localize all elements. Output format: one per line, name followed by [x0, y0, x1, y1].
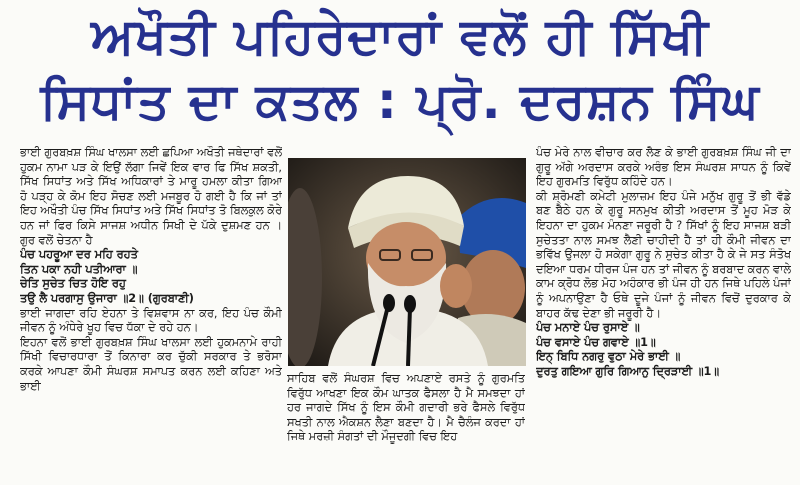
verse-line: ਦੁਰਤੁ ਗਇਆ ਗੁਰਿ ਗਿਆਨੁ ਦ੍ਰਿੜਾਈ ॥1॥	[536, 364, 720, 378]
paragraph: ਇਹਨਾ ਵਲੋਂ ਭਾਈ ਗੁਰਬਖ਼ਸ਼ ਸਿੰਘ ਖਾਲਸਾ ਲਈ ਹੁਕਮਨਾਮੇ ਰਾਹੀ ਸਿੱਖੀ ਵਿਚਾਰਧਾਰਾ ਤੋਂ ਕਿਨਾਰਾ ਕਰ ਚੁੱਕੀ ਸਰਕਾਰ ਤੇ ਭਰੋਸਾ ਕਰਕੇ ਆਪਣਾ ਕੌਮੀ ਸੰਘਰਸ਼ ਸਮਾਪਤ ਕਰਨ ਲਈ ਕਹਿਣਾ ਅਤੇ ਭਾਈ	[20, 335, 282, 393]
article-column-2	[287, 372, 525, 482]
speaker-photo	[288, 158, 526, 366]
verse-line: ਤਉ ਲੈ ਪਰਗਾਸੁ ਉਜਾਰਾ ॥2॥ (ਗੁਰਬਾਣੀ)	[20, 291, 194, 305]
article-column-3	[536, 146, 791, 481]
paragraph: ਭਾਈ ਗੁਰਬਖ਼ਸ਼ ਸਿੰਘ ਖਾਲਸਾ ਲਈ ਛਪਿਆ ਅਖੌਤੀ ਜਥੇਦਾਰਾਂ ਵਲੋਂ ਹੁਕਮ ਨਾਮਾ ਪੜ ਕੇ ਇਉਂ ਲੱਗਾ ਜਿਵੇਂ ਇਕ ਵਾਰ ਫਿ ਸਿੱਖ ਸ਼ਕਤੀ, ਸਿੱਖ ਸਿਧਾਂਤ ਅਤੇ ਸਿੱਖ ਅਧਿਕਾਰਾਂ ਤੇ ਮਾਰੂ ਹਮਲਾ ਕੀਤਾ ਗਿਆ ਹੋ ਪੜ੍ਹ ਕੇ ਕੋਮ ਇਹ ਸੋਚਣ ਲਈ ਮਜਬੂਰ ਹੋ ਗਈ ਹੈ ਕਿ ਜਾਂ ਤਾਂ ਇਹ ਅਖੌਤੀ ਪੰਚ ਸਿੱਖ ਸਿਧਾਂਤ ਅਤੇ ਸਿੱਖ ਸਿਧਾਂਤ ਤੋ ਬਿਲਕੁਲ ਕੋਰੇ ਹਨ ਜਾਂ ਫਿਰ ਕਿਸੇ ਸਾਜਸ਼ ਅਧੀਨ ਸਿਖੀ ਦੇ ਪੱਕੇ ਦੁਸ਼ਮਣ ਹਨ । ਗੁਰ ਵਲੋਂ ਚੇਤਨਾ ਹੈ	[20, 146, 282, 247]
article-column-1	[20, 146, 282, 481]
headline-line-2: ਸਿਧਾਂਤ ਦਾ ਕਤਲ : ਪ੍ਰੋ. ਦਰਸ਼ਨ ਸਿੰਘ	[40, 72, 760, 130]
verse-line: ਚੇਤਿ ਸੁਚੇਤ ਚਿਤ ਹੋਇ ਰਹੁ	[20, 277, 126, 291]
verse-line: ਇਨ੍ ਬਿਧਿ ਨਗਰੁ ਵੁਠਾ ਮੇਰੇ ਭਾਈ ॥	[536, 350, 681, 364]
headline-line-1: ਅਖੌਤੀ ਪਹਿਰੇਦਾਰਾਂ ਵਲੋਂ ਹੀ ਸਿੱਖੀ	[91, 7, 709, 65]
paragraph: ਭਾਈ ਜਾਗਦਾ ਰਹਿ ਏਹਨਾ ਤੇ ਵਿਸ਼ਵਾਸ ਨਾ ਕਰ, ਇਹ ਪੰਚ ਕੌਮੀ ਜੀਵਨ ਨੂੰ ਅੰਧੇਰੇ ਖੂਹ ਵਿਚ ਧੱਕਾ ਦੇ ਰਹੇ ਹਨ।	[20, 306, 282, 335]
paragraph: ਪੰਚ ਮੇਰੇ ਨਾਲ ਵੀਚਾਰ ਕਰ ਲੈਣ ਕੇ ਭਾਈ ਗੁਰਬਖ਼ਸ਼ ਸਿੰਘ ਜੀ ਦਾ ਗੁਰੂ ਅੱਗੇ ਅਰਦਾਸ ਕਰਕੇ ਅਰੰਭ ਇਸ ਸੰਘਰਸ਼ ਸਾਧਨ ਨੂੰ ਕਿਵੇਂ ਇਹ ਗੁਰਮਤਿ ਵਿਰੁੱਧ ਕਹਿੰਦੇ ਹਨ।	[536, 146, 791, 189]
portrait-of-speaker-icon	[288, 158, 526, 366]
verse-line: ਤਿਨ ਪਕਾ ਨਹੀ ਪਤੀਆਰਾ ॥	[20, 262, 138, 276]
verse-line: ਪੰਚ ਵਸਾਏ ਪੰਚ ਗਵਾਏ ॥1॥	[536, 335, 656, 349]
verse-line: ਪੰਚ ਮਨਾਏ ਪੰਚ ਰੁਸਾਏ ॥	[536, 321, 640, 335]
paragraph: ਸਾਹਿਬ ਵਲੋਂ ਸੰਘਰਸ਼ ਵਿਚ ਅਪਣਾਏ ਰਸਤੇ ਨੂੰ ਗੁਰਮਤਿ ਵਿਰੁੱਧ ਆਖਣਾ ਇਕ ਕੌਮ ਘਾਤਕ ਫੈਸਲਾ ਹੈ ਮੈ ਸਮਝਦਾ ਹਾਂ ਹਰ ਜਾਗਦੇ ਸਿੱਖ ਨੂੰ ਇਸ ਕੌਮੀ ਗਦਾਰੀ ਭਰੇ ਫੈਸਲੇ ਵਿਰੁੱਧ ਸਖਤੀ ਨਾਲ ਐਕਸ਼ਨ ਲੈਣਾ ਬਣਦਾ ਹੈ। ਮੈ ਚੈਲੰਜ ਕਰਦਾ ਹਾਂ ਜਿਥੇ ਮਰਜ਼ੀ ਸੰਗਤਾਂ ਦੀ ਮੌਜੂਦਗੀ ਵਿਚ ਇਹ	[287, 372, 525, 444]
paragraph: ਕੀ ਸ਼੍ਰੋਮਣੀ ਕਮੇਟੀ ਮੁਲਾਜ਼ਮ ਇਹ ਪੰਜੇ ਮਨੁੱਖ ਗੁਰੂ ਤੋਂ ਭੀ ਵੱਡੇ ਬਣ ਬੈਠੇ ਹਨ ਕੇ ਗੁਰੂ ਸਨਮੁਖ ਕੀਤੀ ਅਰਦਾਸ ਤੋਂ ਮੂਹ ਮੋੜ ਕੇ ਇਹਨਾ ਦਾ ਹੁਕਮ ਮੰਨਣਾ ਜਰੂਰੀ ਹੈ ? ਸਿੱਖਾਂ ਨੂੰ ਇਹ ਸਾਜਸ਼ ਬੜੀ ਸੁਚੇਤਤਾ ਨਾਲ ਸਮਝ ਲੈਣੀ ਚਾਹੀਦੀ ਹੈ ਤਾਂ ਹੀ ਕੌਮੀ ਜੀਵਨ ਦਾ ਭਵਿੱਖ ਉਜਲਾ ਹੋ ਸਕੇਗਾ ਗੁਰੂ ਨੇ ਸੁਚੇਤ ਕੀਤਾ ਹੈ ਕੇ ਜੇ ਸਤ ਸੰਤੋਖ ਦਇਆ ਧਰਮ ਧੀਰਜ ਪੰਜ ਹਨ ਤਾਂ ਜੀਵਨ ਨੂੰ ਬਰਬਾਦ ਕਰਨ ਵਾਲੇ ਕਾਮ ਕ੍ਰੋਧ ਲੋਭ ਮੋਹ ਅਹੰਕਾਰ ਭੀ ਪੰਜ ਹੀ ਹਨ ਜਿਥੇ ਪਹਿਲੇ ਪੰਜਾਂ ਨੂੰ ਅਪਨਾਉਣਾ ਹੈ ਓਥੇ ਦੂਜੇ ਪੰਜਾਂ ਨੂੰ ਜੀਵਨ ਵਿਚੋਂ ਦੁਰਕਾਰ ਕੇ ਬਾਹਰ ਕੱਢ ਦੇਣਾ ਭੀ ਜਰੂਰੀ ਹੈ।	[536, 189, 791, 320]
verse-line: ਪੰਚ ਪਹਰੂਆ ਦਰ ਮਹਿ ਰਹਤੇ	[20, 248, 138, 262]
